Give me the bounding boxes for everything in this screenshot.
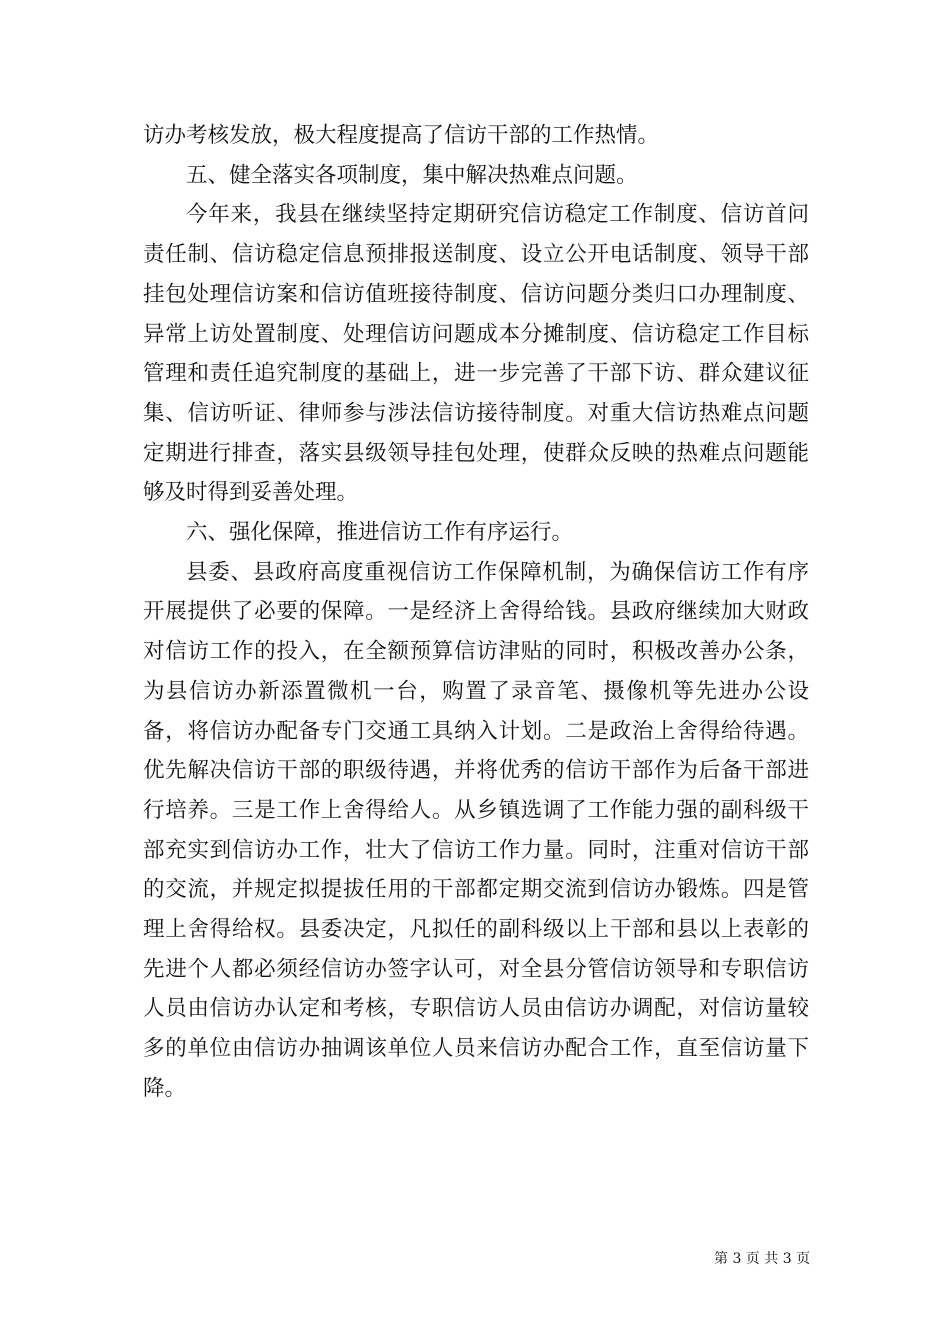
page-number-footer: 第 3 页 共 3 页 [714,1251,811,1267]
section-heading-six: 六、强化保障，推进信访工作有序运行。 [186,520,574,546]
paragraph-systems: 今年来，我县在继续坚持定期研究信访稳定工作制度、信访首问责任制、信访稳定信息预排报送制度、设立公开电话制度、领导干部挂包处理信访案和信访值班接待制度、信访问题分类归口办理制度、异常上访处置制度、处理信访问题成本分摊制度、信访稳定工作目标管理和责任追究制度的基础上，进一步完善了干部下访、群众建议征集、信访听证、律师参与涉法信访接待制度。对重大信访热难点问题定期进行排查，落实县级领导挂包处理，使群众反映的热难点问题能够及时得到妥善处理。 [143,202,809,506]
paragraph-continuation: 访办考核发放，极大程度提高了信访干部的工作热情。 [143,123,660,148]
paragraph-guarantee: 县委、县政府高度重视信访工作保障机制，为确保信访工作有序开展提供了必要的保障。一是经济上舍得给钱。县政府继续加大财政对信访工作的投入，在全额预算信访津贴的同时，积极改善办公条，为县信访办新添置微机一台，购置了录音笔、摄像机等先进办公设备，将信访办配备专门交通工具纳入计划。二是政治上舍得给待遇。优先解决信访干部的职级待遇，并将优秀的信访干部作为后备干部进行培养。三是工作上舍得给人。从乡镇选调了工作能力强的副科级干部充实到信访办工作，壮大了信访工作力量。同时，注重对信访干部的交流，并规定拟提拔任用的干部都定期交流到信访办锻炼。四是管理上舍得给权。县委决定，凡拟任的副科级以上干部和县以上表彰的先进个人都必须经信访办签字认可，对全县分管信访领导和专职信访人员由信访办认定和考核，专职信访人员由信访办调配，对信访量较多的单位由信访办抽调该单位人员来信访办配合工作，直至信访量下降。 [143,559,809,1101]
section-heading-five: 五、健全落实各项制度，集中解决热难点问题。 [186,162,638,188]
document-body [143,116,809,1109]
